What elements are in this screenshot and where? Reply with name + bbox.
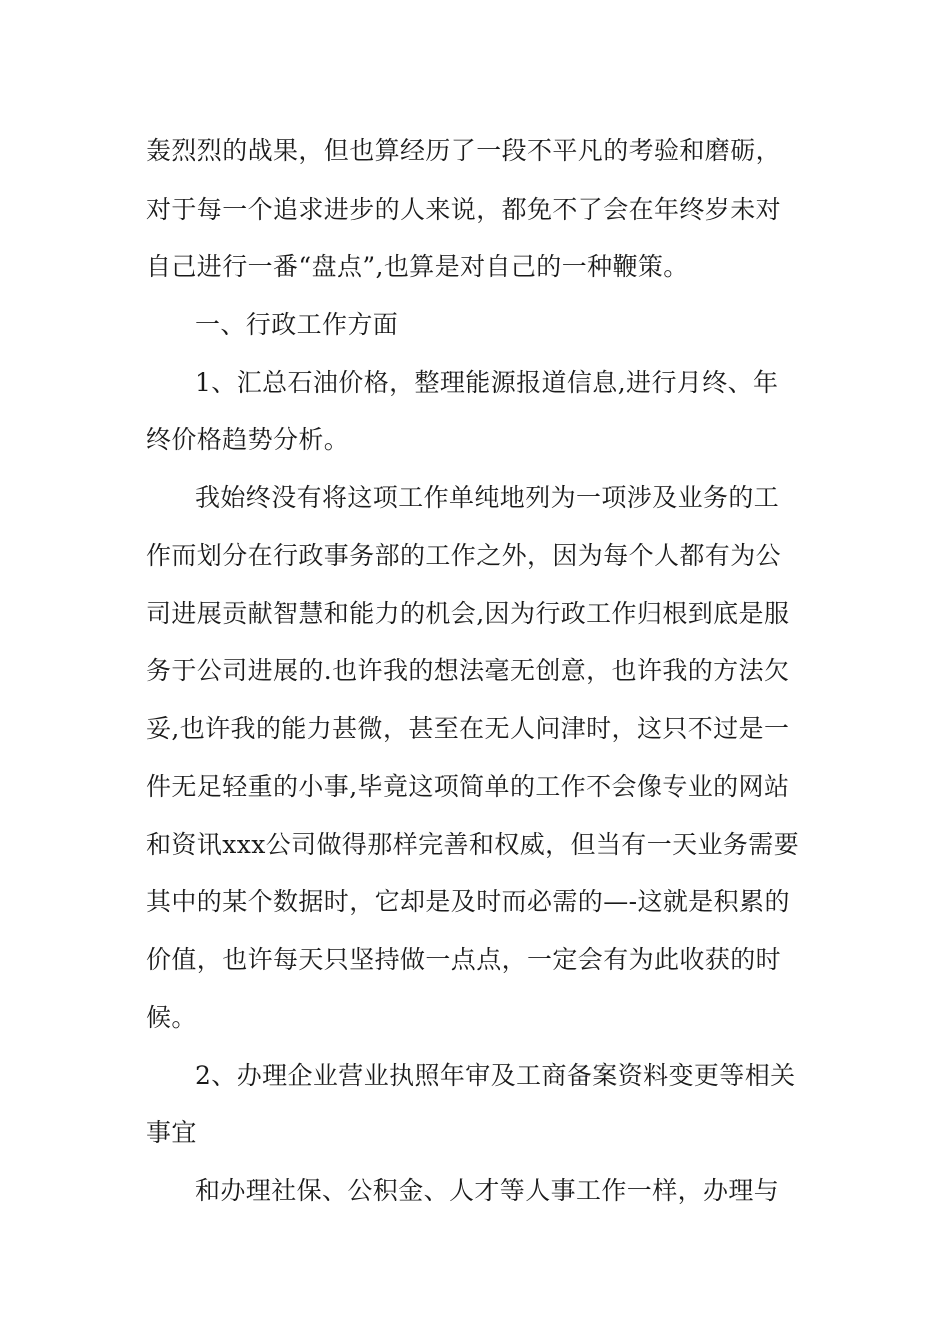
- item-heading-1: 1、汇总石油价格，整理能源报道信息,进行月终、年: [195, 368, 779, 397]
- text-line-2: 对于每一个追求进步的人来说，都免不了会在年终岁未对: [146, 195, 782, 224]
- text-line-6: 终价格趋势分析。: [146, 425, 350, 454]
- text-line-1: 轰烈烈的战果，但也算经历了一段不平凡的考验和磨砺，: [146, 136, 782, 165]
- text-line-19: 和办理社保、公积金、人才等人事工作一样，办理与: [195, 1176, 780, 1205]
- text-line-18: 事宜: [146, 1118, 197, 1147]
- text-line-7: 我始终没有将这项工作单纯地列为一项涉及业务的工: [195, 483, 780, 512]
- text-line-9: 司进展贡献智慧和能力的机会,因为行政工作归根到底是服: [146, 599, 790, 628]
- text-line-13: 和资讯xxx公司做得那样完善和权威，但当有一天业务需要: [146, 830, 800, 859]
- text-line-14: 其中的某个数据时，它却是及时而必需的—-这就是积累的: [146, 887, 790, 916]
- text-line-15: 价值，也许每天只坚持做一点点，一定会有为此收获的时: [146, 945, 782, 974]
- text-line-11: 妥,也许我的能力甚微，甚至在无人问津时，这只不过是一: [146, 714, 790, 743]
- text-line-10: 务于公司进展的.也许我的想法毫无创意，也许我的方法欠: [146, 656, 790, 685]
- section-heading-1: 一、行政工作方面: [195, 310, 399, 339]
- text-line-3: 自己进行一番“盘点”,也算是对自己的一种鞭策。: [146, 252, 689, 281]
- text-line-8: 作而划分在行政事务部的工作之外，因为每个人都有为公: [146, 541, 782, 570]
- text-line-12: 件无足轻重的小事,毕竟这项简单的工作不会像专业的网站: [146, 772, 790, 801]
- text-line-16: 候。: [146, 1003, 197, 1032]
- item-heading-2: 2、办理企业营业执照年审及工商备案资料变更等相关: [195, 1061, 796, 1090]
